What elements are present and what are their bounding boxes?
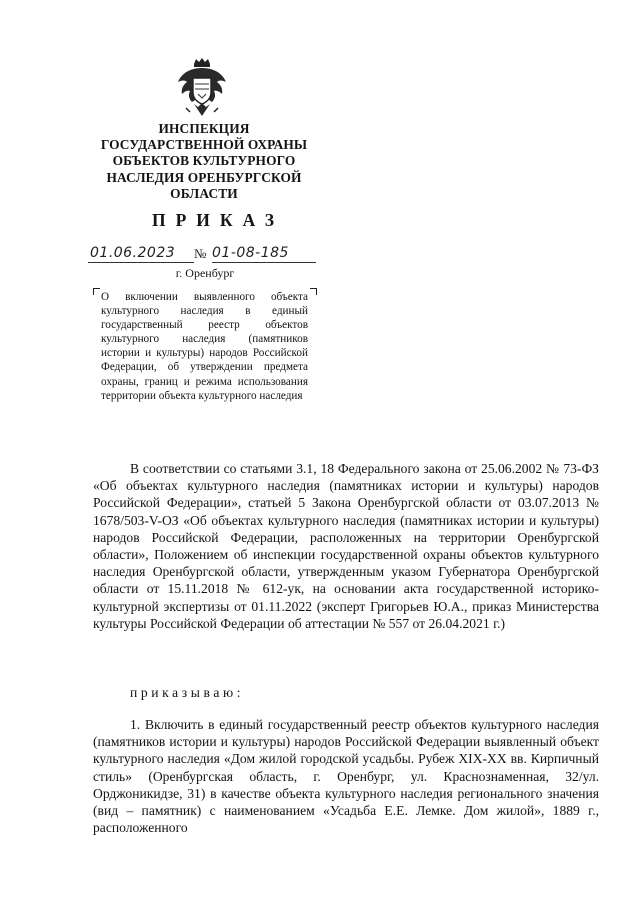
- order-word: приказываю:: [130, 685, 245, 700]
- document-number: 01-08-185: [212, 244, 316, 263]
- coat-of-arms-icon: [174, 58, 230, 122]
- subject-bracket-right: [310, 288, 317, 295]
- issue-city: г. Оренбург: [175, 266, 235, 280]
- org-line: ОБЛАСТИ: [170, 185, 238, 201]
- number-sign: №: [194, 246, 207, 261]
- subject-bracket-left: [93, 288, 100, 295]
- order-item: 1. Включить в единый государственный реестр объектов культурного наследия (памятников истории и культуры) народов Российской Федерации выявленный объект культурного наследия «Дом жилой городской усадьбы. Рубеж XIX-XX вв. Кирпичный стиль» (Оренбургская область, г. Оренбург, ул. Краснознаменная, 32/ул. Орджоникидзе, 31) в качестве объекта культурного наследия регионального значения (вид – памятник) с наименованием «Усадьба Е.Е. Лемке. Дом жилой», 1889 г., расположенного: [93, 717, 599, 836]
- document-type-title: ПРИКАЗ: [151, 210, 285, 230]
- org-line: ОБЪЕКТОВ КУЛЬТУРНОГО: [112, 153, 296, 169]
- document-date: 01.06.2023: [88, 244, 194, 263]
- org-line: ИНСПЕКЦИЯ: [158, 121, 250, 136]
- org-line: НАСЛЕДИЯ ОРЕНБУРГСКОЙ: [106, 169, 302, 185]
- issuing-authority: [88, 121, 320, 202]
- document-subject: О включении выявленного объекта культурного наследия в единый государственный реестр объектов культурного наследия (памятников истории и культуры) народов Российской Федерации, об утверждении предмета охраны, границ и режима использования территории объекта культурного наследия: [101, 291, 308, 402]
- org-line: ГОСУДАРСТВЕННОЙ ОХРАНЫ: [100, 137, 308, 153]
- preamble-paragraph: В соответствии со статьями 3.1, 18 Федерального закона от 25.06.2002 № 73-ФЗ «Об объектах культурного наследия (памятниках истории и культуры) народов Российской Федерации», статьей 5 Закона Оренбургской области от 03.07.2013 № 1678/503-V-ОЗ «Об объектах культурного наследия (памятниках истории и культуры) народов Российской Федерации, расположенных на территории Оренбургской области», Положением об инспекции государственной охраны объектов культурного наследия Оренбургской области, утвержденным указом Губернатора Оренбургской области от 15.11.2018 № 612-ук, на основании акта государственной историко-культурной экспертизы от 01.11.2022 (эксперт Григорьев Ю.А., приказ Министерства культуры Российской Федерации об аттестации № 557 от 26.04.2021 г.): [93, 461, 599, 631]
